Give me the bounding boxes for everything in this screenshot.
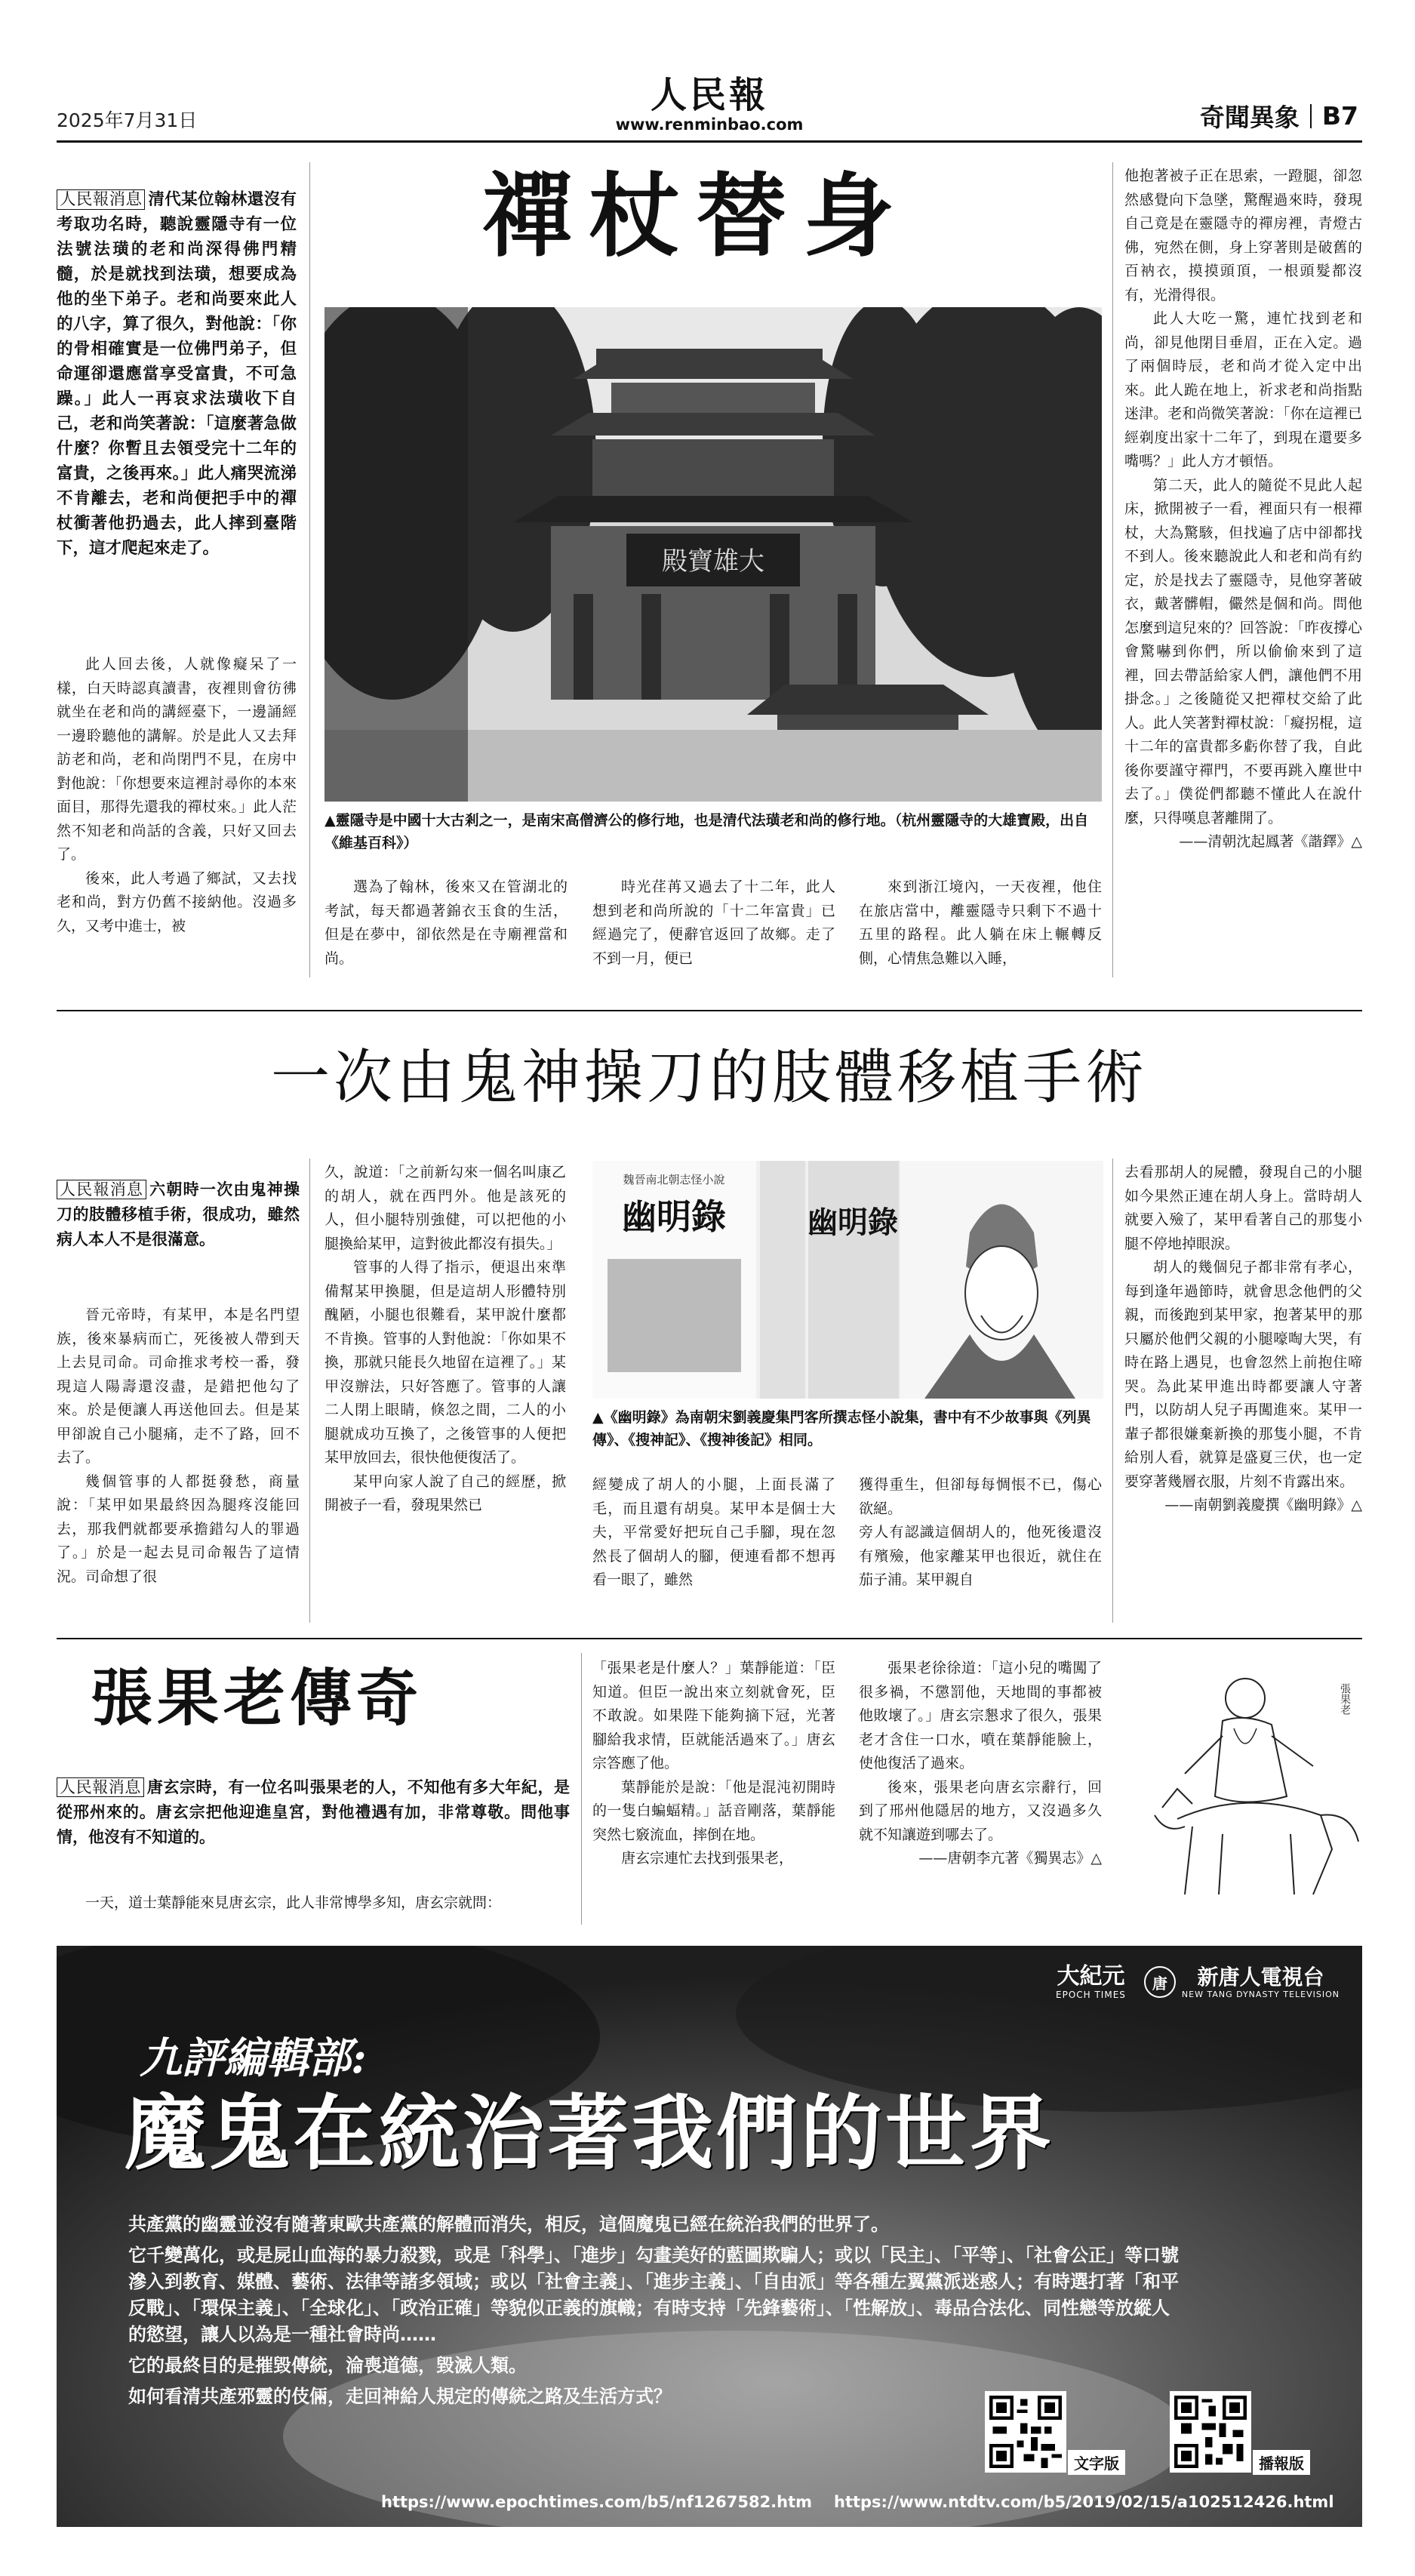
article2-col5: 去看那胡人的屍體，發現自己的小腿如今果然正連在胡人身上。當時胡人就要入殮了，某甲看著自己的那隻小腿不停地掉眼淚。 胡人的幾個兒子都非常有孝心，每到逢年過節時，就會思念他們的父親，而後跑到某甲家，抱著某甲的那只屬於他們父親的小腿嚎啕大哭，有時在路上遇見，也會忽然上前抱住啼哭。為此某甲進出時都要讓人守著門，以防胡人兒子再闖進來。某甲一輩子都很嫌棄新換的那隻小腿，不肯給別人看，就算是盛夏三伏，也一定要穿著幾層衣服，片刻不肯露出來。 ——南朝劉義慶撰《幽明錄》△: [1124, 1161, 1362, 1518]
section-rule: [57, 1010, 1362, 1011]
svg-text:魏晉南北朝志怪小說: 魏晉南北朝志怪小說: [623, 1173, 725, 1186]
article2-col3: 經變成了胡人的小腿，上面長滿了毛，而且還有胡臭。某甲本是個士大夫，平常愛好把玩自己手腳，現在忽然長了個胡人的腳，便連看都不想再看一眼了，雖然: [592, 1476, 835, 1588]
section-label: [1200, 98, 1358, 134]
qr-code-icon: [989, 2396, 1062, 2468]
article1-lead: 人民報消息 清代某位翰林還沒有考取功名時，聽說靈隱寺有一位法號法璜的老和尚深得佛門精髓，於是就找到法璜，想要成為他的坐下弟子。老和尚要來此人的八字，算了很久，對他說：「你的骨相確實是一位佛門弟子，但命運卻還應當享受富貴，不可急躁。」此人一再哀求法璜收下自己，老和尚笑著說：「這麼著急做什麼？你暫且去領受完十二年的富貴，之後再來。」此人痛哭流涕不肯離去，老和尚便把手中的禪杖衝著他扔過去，此人摔到臺階下，這才爬起來走了。: [57, 190, 297, 558]
temple-image: [325, 307, 1102, 802]
zhangguolao-illustration: [1132, 1653, 1362, 1902]
masthead-block: [604, 75, 815, 134]
ad-url-epochtimes[interactable]: https://www.epochtimes.com/b5/nf1267582.htm: [381, 2493, 813, 2511]
article1-title: 禪杖替身: [481, 163, 911, 269]
article3-intro: 一天，道士葉靜能來見唐玄宗，此人非常博學多知，唐玄宗就問：: [85, 1894, 502, 1911]
book-photo-caption: ▲《幽明錄》為南朝宋劉義慶集門客所撰志怪小說集，書中有不少故事與《列異傳》、《搜神記》、《搜神後記》相同。: [592, 1409, 1091, 1448]
ad-editor: 九評編輯部:: [140, 2033, 367, 2083]
col-divider: [1112, 162, 1113, 977]
col-divider: [309, 1159, 310, 1623]
svg-text:幽明錄: 幽明錄: [807, 1205, 898, 1240]
ad-banner[interactable]: [57, 1946, 1362, 2527]
article1-col1: 此人回去後，人就像癡呆了一樣，白天時認真讀書，夜裡則會彷彿就坐在老和尚的講經臺下，一邊誦經一邊聆聽他的講解。於是此人又去拜訪老和尚，老和尚閉門不見，在房中對他說：「你想要來這裡討尋你的本來面目，那得先還我的禪杖來。」此人茫然不知老和尚話的含義，只好又回去了。 後來，此人考過了鄉試，又去找老和尚，對方仍舊不接納他。沒過多久，又考中進士，被: [57, 656, 297, 934]
header-rule: [57, 140, 1362, 143]
ad-paragraph: 如何看清共產邪靈的伎倆，走回神給人規定的傳統之路及生活方式？: [128, 2386, 672, 2407]
temple-plaque: 殿寶雄大: [662, 546, 764, 577]
lead-tag: 人民報消息: [57, 1777, 144, 1797]
temple-photo: [325, 307, 1102, 802]
section-rule: [57, 1638, 1362, 1639]
ad-brand-logos: [1056, 1964, 1340, 2000]
ad-paragraph: 它千變萬化，或是屍山血海的暴力殺戮，或是「科學」、「進步」勾畫美好的藍圖欺騙人；或以「民主」、「平等」、「社會公正」等口號滲入到教育、媒體、藝術、法律等諸多領域；或以「社會主義」、「進步主義」、「自由派」等各種左翼黨派迷惑人；有時選打著「和平反戰」、「環保主義」、「全球化」、「政治正確」等貌似正義的旗幟；有時支持「先鋒藝術」、「性解放」、毒品合法化、同性戀等放縱人的慾望，讓人以為是一種社會時尚……: [128, 2245, 1179, 2345]
article1-source: ——清朝沈起鳳著《諧鐸》△: [1179, 833, 1362, 850]
temple-photo-caption: ▲靈隱寺是中國十大古剎之一，是南宋高僧濟公的修行地，也是清代法璜老和尚的修行地。（杭州靈隱寺的大雄寶殿，出自《維基百科》）: [325, 812, 1089, 851]
article3-source: ——唐朝李亢著《獨異志》△: [918, 1850, 1102, 1867]
article2-title: 一次由鬼神操刀的肢體移植手術: [270, 1044, 1148, 1112]
ntd-logo[interactable]: 唐 新唐人電視台 NEW TANG DYNASTY TELEVISION: [1144, 1965, 1340, 1999]
ntd-emblem-icon: 唐: [1144, 1966, 1176, 1998]
article1-col4: 來到浙江境內，一天夜裡，他住在旅店當中，離靈隱寺只剩下不過十五里的路程。此人躺在床上輾轉反側，心情焦急難以入睡，: [859, 879, 1102, 967]
qr-code-broadcast-version[interactable]: [1170, 2391, 1251, 2473]
ad-paragraph: 它的最終目的是摧毀傳統，淪喪道德，毀滅人類。: [128, 2355, 527, 2376]
lead-tag: 人民報消息: [57, 1180, 146, 1199]
article2-lead: 人民報消息 六朝時一次由鬼神操刀的肢體移植手術，很成功，雖然病人本人不是很滿意。: [57, 1180, 300, 1248]
book-cover-photo: [592, 1161, 1103, 1399]
lead-tag: 人民報消息: [57, 189, 145, 210]
article2-col2: 久，說道：「之前新勾來一個名叫康乙的胡人，就在西門外。他是該死的人，但小腿特別強健，可以把他的小腿換給某甲，這對彼此都沒有損失。」 管事的人得了指示，便退出來準備幫某甲換腿，但是這胡人形體特別醜陋，小腿也很難看，某甲說什麼都不肯換。管事的人對他說：「你如果不換，那就只能長久地留在這裡了。」某甲沒辦法，只好答應了。管事的人讓二人閉上眼睛，倏忽之間，二人的小腿就成功互換了，之後管事的人便把某甲放回去，很快他便復活了。 某甲向家人說了自己的經歷，掀開被子一看，發現果然已: [325, 1164, 566, 1513]
qr-label-text: 文字版: [1068, 2450, 1125, 2475]
qr-code-icon: [1174, 2396, 1247, 2468]
section-name: 奇聞異象: [1199, 103, 1300, 132]
article3-col1: 「張果老是什麼人？」葉靜能道：「臣知道。但臣一說出來立刻就會死，臣不敢說。如果陛下能夠摘下冠，光著腳給我求情，臣就能活過來了。」唐玄宗答應了他。 葉靜能於是說：「他是混沌初開時的一隻白蝙蝠精。」話音剛落，葉靜能突然七竅流血，摔倒在地。 唐玄宗連忙去找到張果老，: [592, 1660, 835, 1867]
issue-date: 2025年7月31日: [57, 109, 198, 131]
masthead-url: www.renminbao.com: [615, 115, 804, 134]
svg-text:幽明錄: 幽明錄: [622, 1196, 726, 1237]
article2-col4: 獲得重生，但卻每每惆悵不已，傷心欲絕。 旁人有認識這個胡人的，他死後還沒有殯殮，他家離某甲也很近，就住在茄子浦。某甲親自: [859, 1476, 1102, 1588]
ad-headline: 魔鬼在統治著我們的世界: [125, 2087, 1055, 2181]
book-covers-image: [592, 1161, 1103, 1399]
ad-url-ntdtv[interactable]: https://www.ntdtv.com/b5/2019/02/15/a102512426.html: [834, 2493, 1334, 2511]
article1-col5: 他抱著被子正在思索，一蹬腿，卻忽然感覺向下急墜，驚醒過來時，發現自己竟是在靈隱寺的禪房裡，青燈古佛，宛然在側，身上穿著則是破舊的百衲衣，摸摸頭頂，一根頭髮都沒有，光滑得很。 此人大吃一驚，連忙找到老和尚，卻見他閉目垂眉，正在入定。過了兩個時辰，老和尚才從入定中出來。此人跪在地上，祈求老和尚指點迷津。老和尚微笑著說：「你在這裡已經剃度出家十二年了，到現在還要多嘴嗎？」此人方才頓悟。 第二天，此人的隨從不見此人起床，掀開被子一看，裡面只有一根禪杖，大為驚駭，但找遍了店中卻都找不到人。後來聽說此人和老和尚有約定，於是找去了靈隱寺，見他穿著破衣，戴著髒帽，儼然是個和尚。問他怎麼到這兒來的？回答說：「昨夜撐心會驚嚇到你們，所以偷偷來到了這裡，回去帶話給家人們，讓他們不用掛念。」之後隨從又把禪杖交給了此人。此人笑著對禪杖說：「癡拐棍，這十二年的富貴都多虧你替了我，自此後你要謹守禪門，不要再跳入塵世中去了。」僕從們都聽不懂此人在說什麼，只得嘆息著離開了。 ——清朝沈起鳳著《諧鐸》△: [1124, 165, 1362, 854]
section-divider: [1310, 104, 1312, 128]
svg-text:張果老: 張果老: [1339, 1683, 1351, 1715]
ad-body: [128, 2211, 1253, 2410]
ad-paragraph: 共產黨的幽靈並沒有隨著東歐共產黨的解體而消失，相反，這個魔鬼已經在統治我們的世界了。: [128, 2214, 889, 2235]
masthead-logo: 人民報: [650, 74, 768, 116]
article1-col3: 時光荏苒又過去了十二年，此人想到老和尚所說的「十二年富貴」已經過完了，便辭官返回了故鄉。走了不到一月，便已: [592, 879, 835, 967]
article1-col2: 選為了翰林，後來又在管湖北的考試，每天都過著錦衣玉食的生活，但是在夢中，卻依然是在寺廟裡當和尚。: [325, 879, 568, 967]
article2-source: ——南朝劉義慶撰《幽明錄》△: [1164, 1497, 1362, 1513]
article3-col2: 張果老徐徐道：「這小兒的嘴闖了很多禍，不懲罰他，天地間的事都被他敗壞了。」唐玄宗懇求了很久，張果老才含住一口水，噴在葉靜能臉上，使他復活了過來。 後來，張果老向唐玄宗辭行，回到了邢州他隱居的地方，又沒過多久就不知讓遊到哪去了。 ——唐朝李亢著《獨異志》△: [859, 1657, 1102, 1871]
col-divider: [1112, 1159, 1113, 1623]
article2-col1: 晉元帝時，有某甲，本是名門望族，後來暴病而亡，死後被人帶到天上去見司命。司命推求考校一番，發現這人陽壽還沒盡，是錯把他勾了來。於是便讓人再送他回去。但是某甲卻說自己小腿痛，走不了路，回不去了。 幾個管事的人都挺發愁，商量說：「某甲如果最終因為腿疼沒能回去，那我們就都要承擔錯勾人的罪過了。」於是一起去見司命報告了這情況。司命想了很: [57, 1306, 300, 1585]
article3-title: 張果老傳奇: [91, 1662, 423, 1734]
col-divider: [581, 1653, 582, 1925]
epoch-times-logo[interactable]: 大紀元 EPOCH TIMES: [1056, 1963, 1126, 2000]
col-divider: [309, 162, 310, 977]
page-number: B7: [1321, 101, 1358, 131]
qr-code-text-version[interactable]: [985, 2391, 1066, 2473]
qr-label-broadcast: 播報版: [1253, 2450, 1310, 2475]
immortal-on-donkey-drawing: [1132, 1653, 1362, 1902]
article3-lead: 人民報消息 唐玄宗時，有一位名叫張果老的人，不知他有多大年紀，是從邢州來的。唐玄宗把他迎進皇宮，對他禮遇有加，非常尊敬。問他事情，他沒有不知道的。: [57, 1778, 571, 1846]
